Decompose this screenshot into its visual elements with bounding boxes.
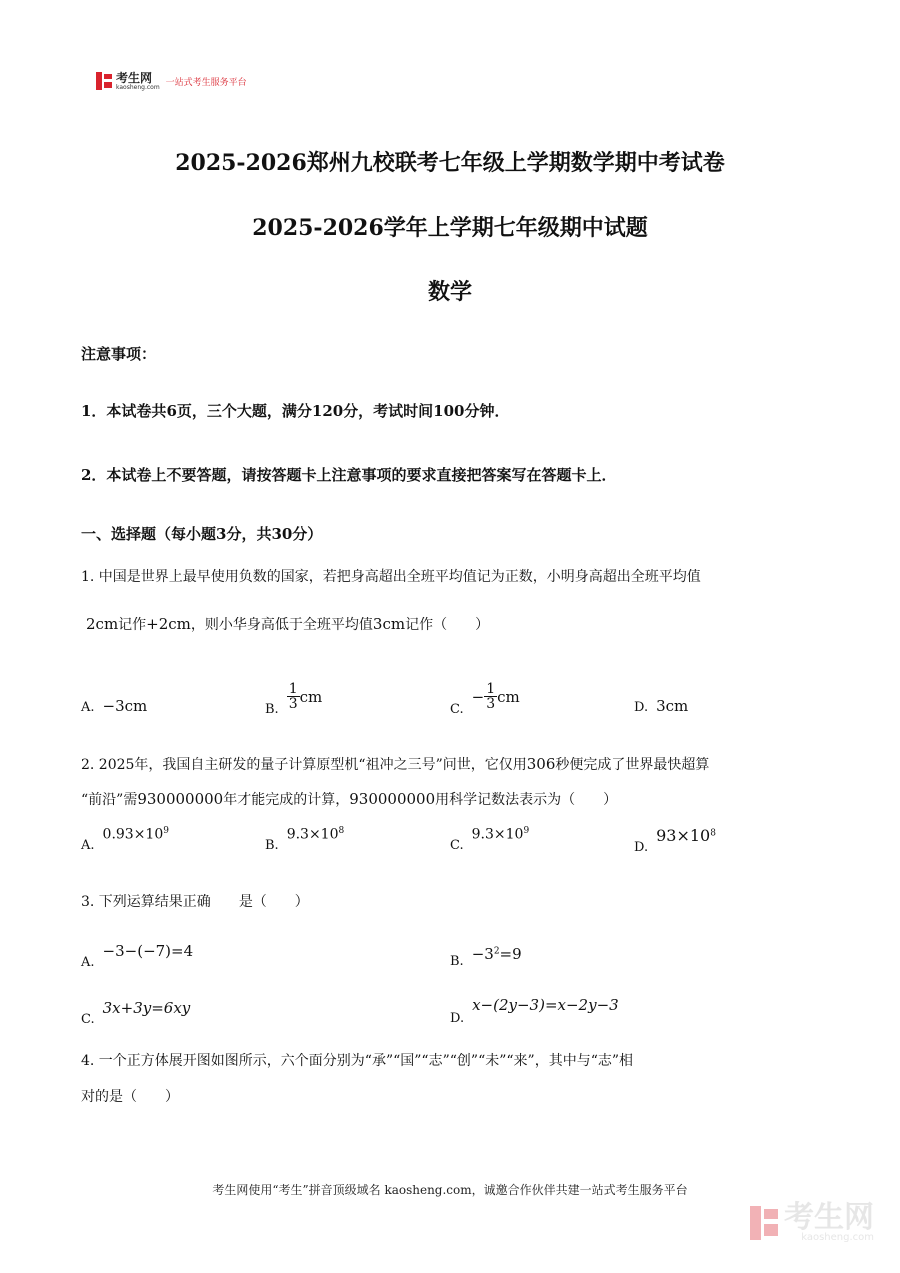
option-exponent: 9 [523,826,530,836]
option-base: 93×10 [656,826,711,845]
option-label: A. [81,955,95,970]
option-base: −3 [471,945,494,963]
watermark-name: 考生网 [784,1200,874,1235]
exam-subject: 数学 [427,279,472,305]
q1-option-c[interactable] [450,676,520,717]
fraction-denominator: 3 [288,696,298,712]
option-value: −3cm [102,697,148,715]
watermark-logo [750,1200,874,1243]
q2-option-a[interactable] [81,826,169,853]
fraction-numerator: 1 [486,681,496,697]
q2-math-1: 306 [526,755,556,773]
q2-math-2: 930000000 [137,790,224,808]
option-base: 9.3×10 [471,826,524,843]
option-label: B. [265,837,279,853]
option-value: x−(2y−3)=x−2y−3 [472,996,619,1014]
q3-option-a[interactable] [81,942,194,970]
option-label: C. [450,702,464,717]
option-exponent: 8 [710,828,716,839]
logo-slogan: 一站式考生服务平台 [165,77,247,88]
kaosheng-watermark-icon [750,1206,778,1240]
fraction-numerator: 1 [288,681,298,697]
q2-option-b[interactable] [265,826,345,853]
option-label: D. [634,840,649,855]
option-label: B. [450,954,464,969]
notice-item-2: 2．本试卷上不要答题，请按答题卡上注意事项的要求直接把答案写在答题卡上． [81,466,617,484]
q4-line2: 对的是（ ） [81,1089,179,1105]
option-exponent: 9 [163,826,169,836]
q2-text-5: 用科学记数法表示为（ ） [435,792,618,808]
section-heading: 一、选择题（每小题3分，共30分） [81,525,323,543]
q1-line2 [86,615,489,634]
q3-stem-text: 3. 下列运算结果正确 [81,894,211,910]
q2-text-1: 2. 2025年，我国自主研发的量子计算原型机“祖冲之三号”问世，它仅用 [81,757,527,773]
option-label: A. [81,700,95,715]
option-base: 9.3×10 [286,826,339,843]
option-label: B. [265,702,279,717]
fraction-denominator: 3 [486,696,496,712]
q2-option-c[interactable] [450,826,530,853]
page-footer: 考生网使用“考生”拼音顶级域名 kaosheng.com，诚邀合作伙伴共建一站式考生服务平台 [212,1183,688,1197]
option-unit: cm [497,687,520,706]
q2-text-3: “前沿”需 [81,792,138,808]
option-exponent: 8 [338,826,345,836]
q2-text-2: 秒便完成了世界最快超算 [555,757,710,773]
q1-line1: 1. 中国是世界上最早使用负数的国家，若把身高超出全班平均值记为正数，小明身高超出全班平均值 [81,569,701,585]
q2-line2 [81,790,617,809]
fraction [287,682,300,711]
q4-line1: 4. 一个正方体展开图如图所示，六个面分别为“承”“国”“志”“创”“未”“来”，其中与“志”相 [81,1053,634,1069]
notice-item-1: 1．本试卷共6页，三个大题，满分120分，考试时间100分钟． [81,402,510,420]
q1-math-1: 2cm [86,615,119,633]
q2-line1 [81,755,709,774]
q3-stem [81,894,309,911]
header-logo[interactable] [96,70,247,92]
q1-option-b[interactable] [265,676,322,717]
option-exponent: 2 [493,946,500,957]
q2-option-d[interactable] [634,826,716,855]
q2-math-3: 930000000 [349,790,436,808]
q1-option-a[interactable] [81,697,147,715]
q2-text-4: 年才能完成的计算， [223,792,350,808]
option-value: −3−(−7)=4 [102,942,194,960]
q3-stem-end: 是（ ） [238,894,309,910]
exam-subtitle: 2025-2026学年上学期七年级期中试题 [252,215,648,241]
option-label: C. [450,837,464,853]
exam-title: 2025-2026郑州九校联考七年级上学期数学期中考试卷 [175,150,725,176]
notice-heading: 注意事项： [81,345,157,363]
q3-option-c[interactable] [81,999,191,1027]
option-label: C. [81,1012,95,1027]
logo-name: 考生网 [116,70,153,85]
logo-domain: kaosheng.com [116,83,160,91]
option-value: 3x+3y=6xy [102,999,191,1017]
option-sign: − [471,687,485,706]
option-rest: =9 [499,945,522,963]
q3-option-b[interactable] [450,945,522,969]
watermark-domain: kaosheng.com [801,1232,874,1243]
q1-text-2: ，则小华身高低于全班平均值 [190,617,373,633]
option-unit: cm [299,687,323,706]
q1-math-2: +2cm [146,615,191,633]
fraction [484,682,497,711]
q3-option-d[interactable] [450,996,619,1026]
option-label: D. [634,700,649,715]
q1-math-3: 3cm [372,615,406,633]
option-label: A. [81,837,95,853]
option-label: D. [450,1011,465,1026]
kaosheng-logo-icon [96,72,112,90]
q1-text-1: 记作 [118,617,147,633]
q1-text-3: 记作（ ） [405,617,490,633]
q1-option-d[interactable] [634,697,688,715]
option-value: 3cm [656,697,689,715]
option-base: 0.93×10 [102,826,164,843]
